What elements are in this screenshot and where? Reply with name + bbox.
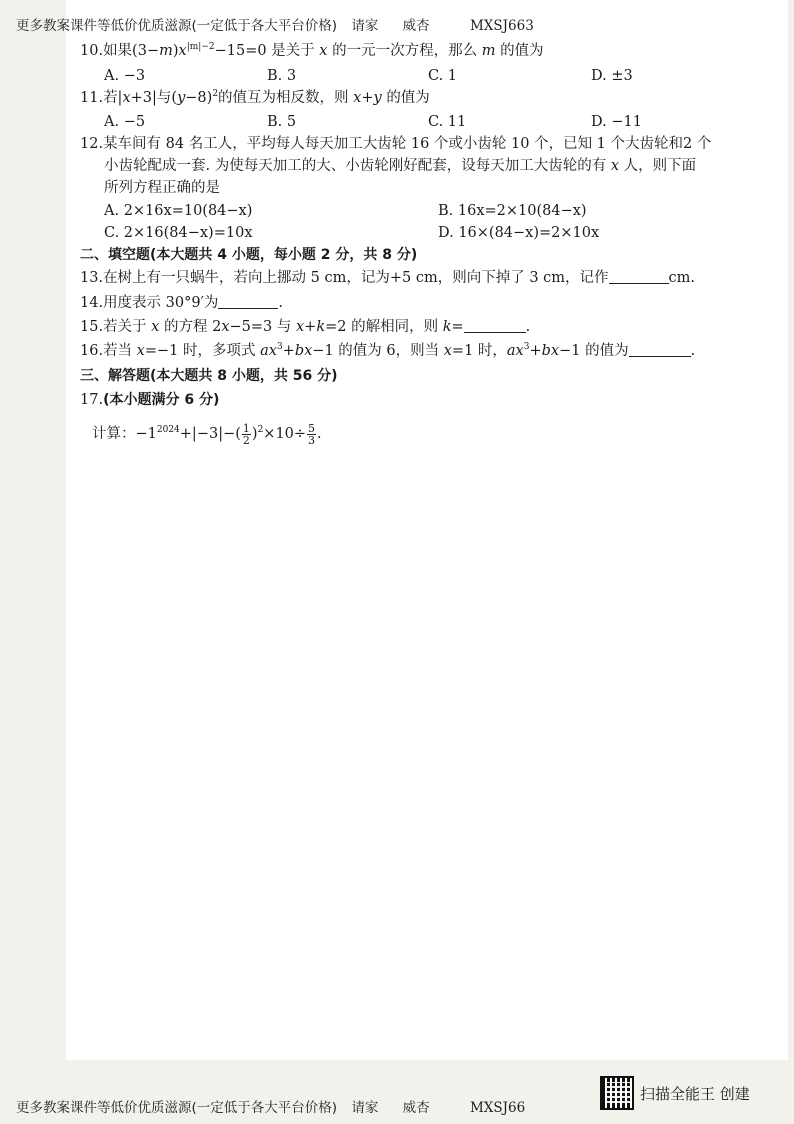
- answer-blank[interactable]: [629, 342, 691, 357]
- option-d: D. ±3: [591, 68, 633, 84]
- section-title-fill-in: 二、填空题(本大题共 4 小题，每小题 2 分，共 8 分): [80, 247, 418, 263]
- option-c: C. 2×16(84−x)=10x: [104, 225, 253, 241]
- question-12: 12.某车间有 84 名工人，平均每人每天加工大齿轮 16 个或小齿轮 10 个，已知 1 个大齿轮和2 个: [80, 136, 712, 152]
- banner-contact-1: 请家: [351, 1100, 379, 1116]
- question-number: 16.: [80, 343, 104, 359]
- option-b: B. 16x=2×10(84−x): [438, 203, 587, 219]
- banner-contact-1: 请家: [351, 18, 379, 34]
- scanner-label: 扫描全能王 创建: [640, 1084, 750, 1103]
- scanner-watermark: [600, 1076, 750, 1110]
- question-14: 14.用度表示 30°9′为 .: [80, 295, 283, 311]
- answer-blank[interactable]: [218, 294, 278, 309]
- option-d: D. −11: [591, 114, 642, 130]
- question-17-expression: 计算：$-1^{2024}+|-3|-$( $\frac{1}{2}$ )$^2$×10÷ $\frac{5}{3}$ .: [92, 421, 322, 447]
- banner-text: 更多教案课件等低价优质滋源(一定低于各大平台价格): [16, 1100, 338, 1116]
- bottom-banner: [16, 1096, 525, 1116]
- question-15: 15.若关于 x 的方程 2x−5=3 与 x+k=2 的解相同，则 k= .: [80, 319, 531, 335]
- question-11: 11.若|x+3|与$(y-8)^2$的值互为相反数，则 x+y 的值为: [80, 89, 430, 106]
- question-number: 17.: [80, 392, 104, 408]
- option-c: C. 1: [428, 68, 458, 84]
- question-17-header: [80, 391, 219, 409]
- banner-code: MXSJ66: [469, 1100, 526, 1116]
- question-10: 10.如果$(3-m)x^{|m|-2}-15=0$ 是关于 x 的一元一次方程，那么 m 的值为: [80, 42, 544, 59]
- question-13: 13.在树上有一只蜗牛，若向上挪动 5 cm，记为+5 cm，则向下掉了 3 cm，记作 cm.: [80, 270, 696, 286]
- question-score: (本小题满分 6 分): [103, 392, 220, 408]
- option-c: C. 11: [428, 114, 467, 130]
- option-d: D. 16×(84−x)=2×10x: [438, 225, 600, 241]
- question-12-line-2: 小齿轮配成一套. 为使每天加工的大、小齿轮刚好配套，设每天加工大齿轮的有 x 人，则下面: [104, 158, 697, 174]
- question-number: 11.: [80, 90, 104, 106]
- option-b: B. 3: [267, 68, 297, 84]
- question-16: 16.若当 x=−1 时，多项式 $ax^3+bx-1$ 的值为 6，则当 x=1 时，$ax^3+bx-1$ 的值为 .: [80, 342, 696, 359]
- banner-contact-2: 威杏: [402, 18, 430, 34]
- qr-code-icon: [600, 1076, 634, 1110]
- fraction-five-thirds: $\frac{5}{3}$: [308, 421, 316, 447]
- banner-contact-2: 威杏: [402, 1100, 430, 1116]
- question-number: 14.: [80, 295, 104, 311]
- question-number: 10.: [80, 43, 104, 59]
- top-banner: [16, 14, 534, 34]
- banner-code: MXSJ663: [469, 18, 534, 34]
- option-a: A. −5: [104, 114, 146, 130]
- answer-blank[interactable]: [609, 269, 669, 284]
- question-number: 13.: [80, 270, 104, 286]
- option-a: A. −3: [104, 68, 146, 84]
- banner-text: 更多教案课件等低价优质滋源(一定低于各大平台价格): [16, 18, 338, 34]
- section-title-solve: 三、解答题(本大题共 8 小题，共 56 分): [80, 368, 338, 384]
- option-a: A. 2×16x=10(84−x): [104, 203, 253, 219]
- question-number: 15.: [80, 319, 104, 335]
- question-number: 12.: [80, 136, 104, 152]
- fraction-one-half: $\frac{1}{2}$: [242, 421, 250, 447]
- option-b: B. 5: [267, 114, 297, 130]
- question-12-line-3: 所列方程正确的是: [104, 180, 220, 196]
- answer-blank[interactable]: [464, 318, 526, 333]
